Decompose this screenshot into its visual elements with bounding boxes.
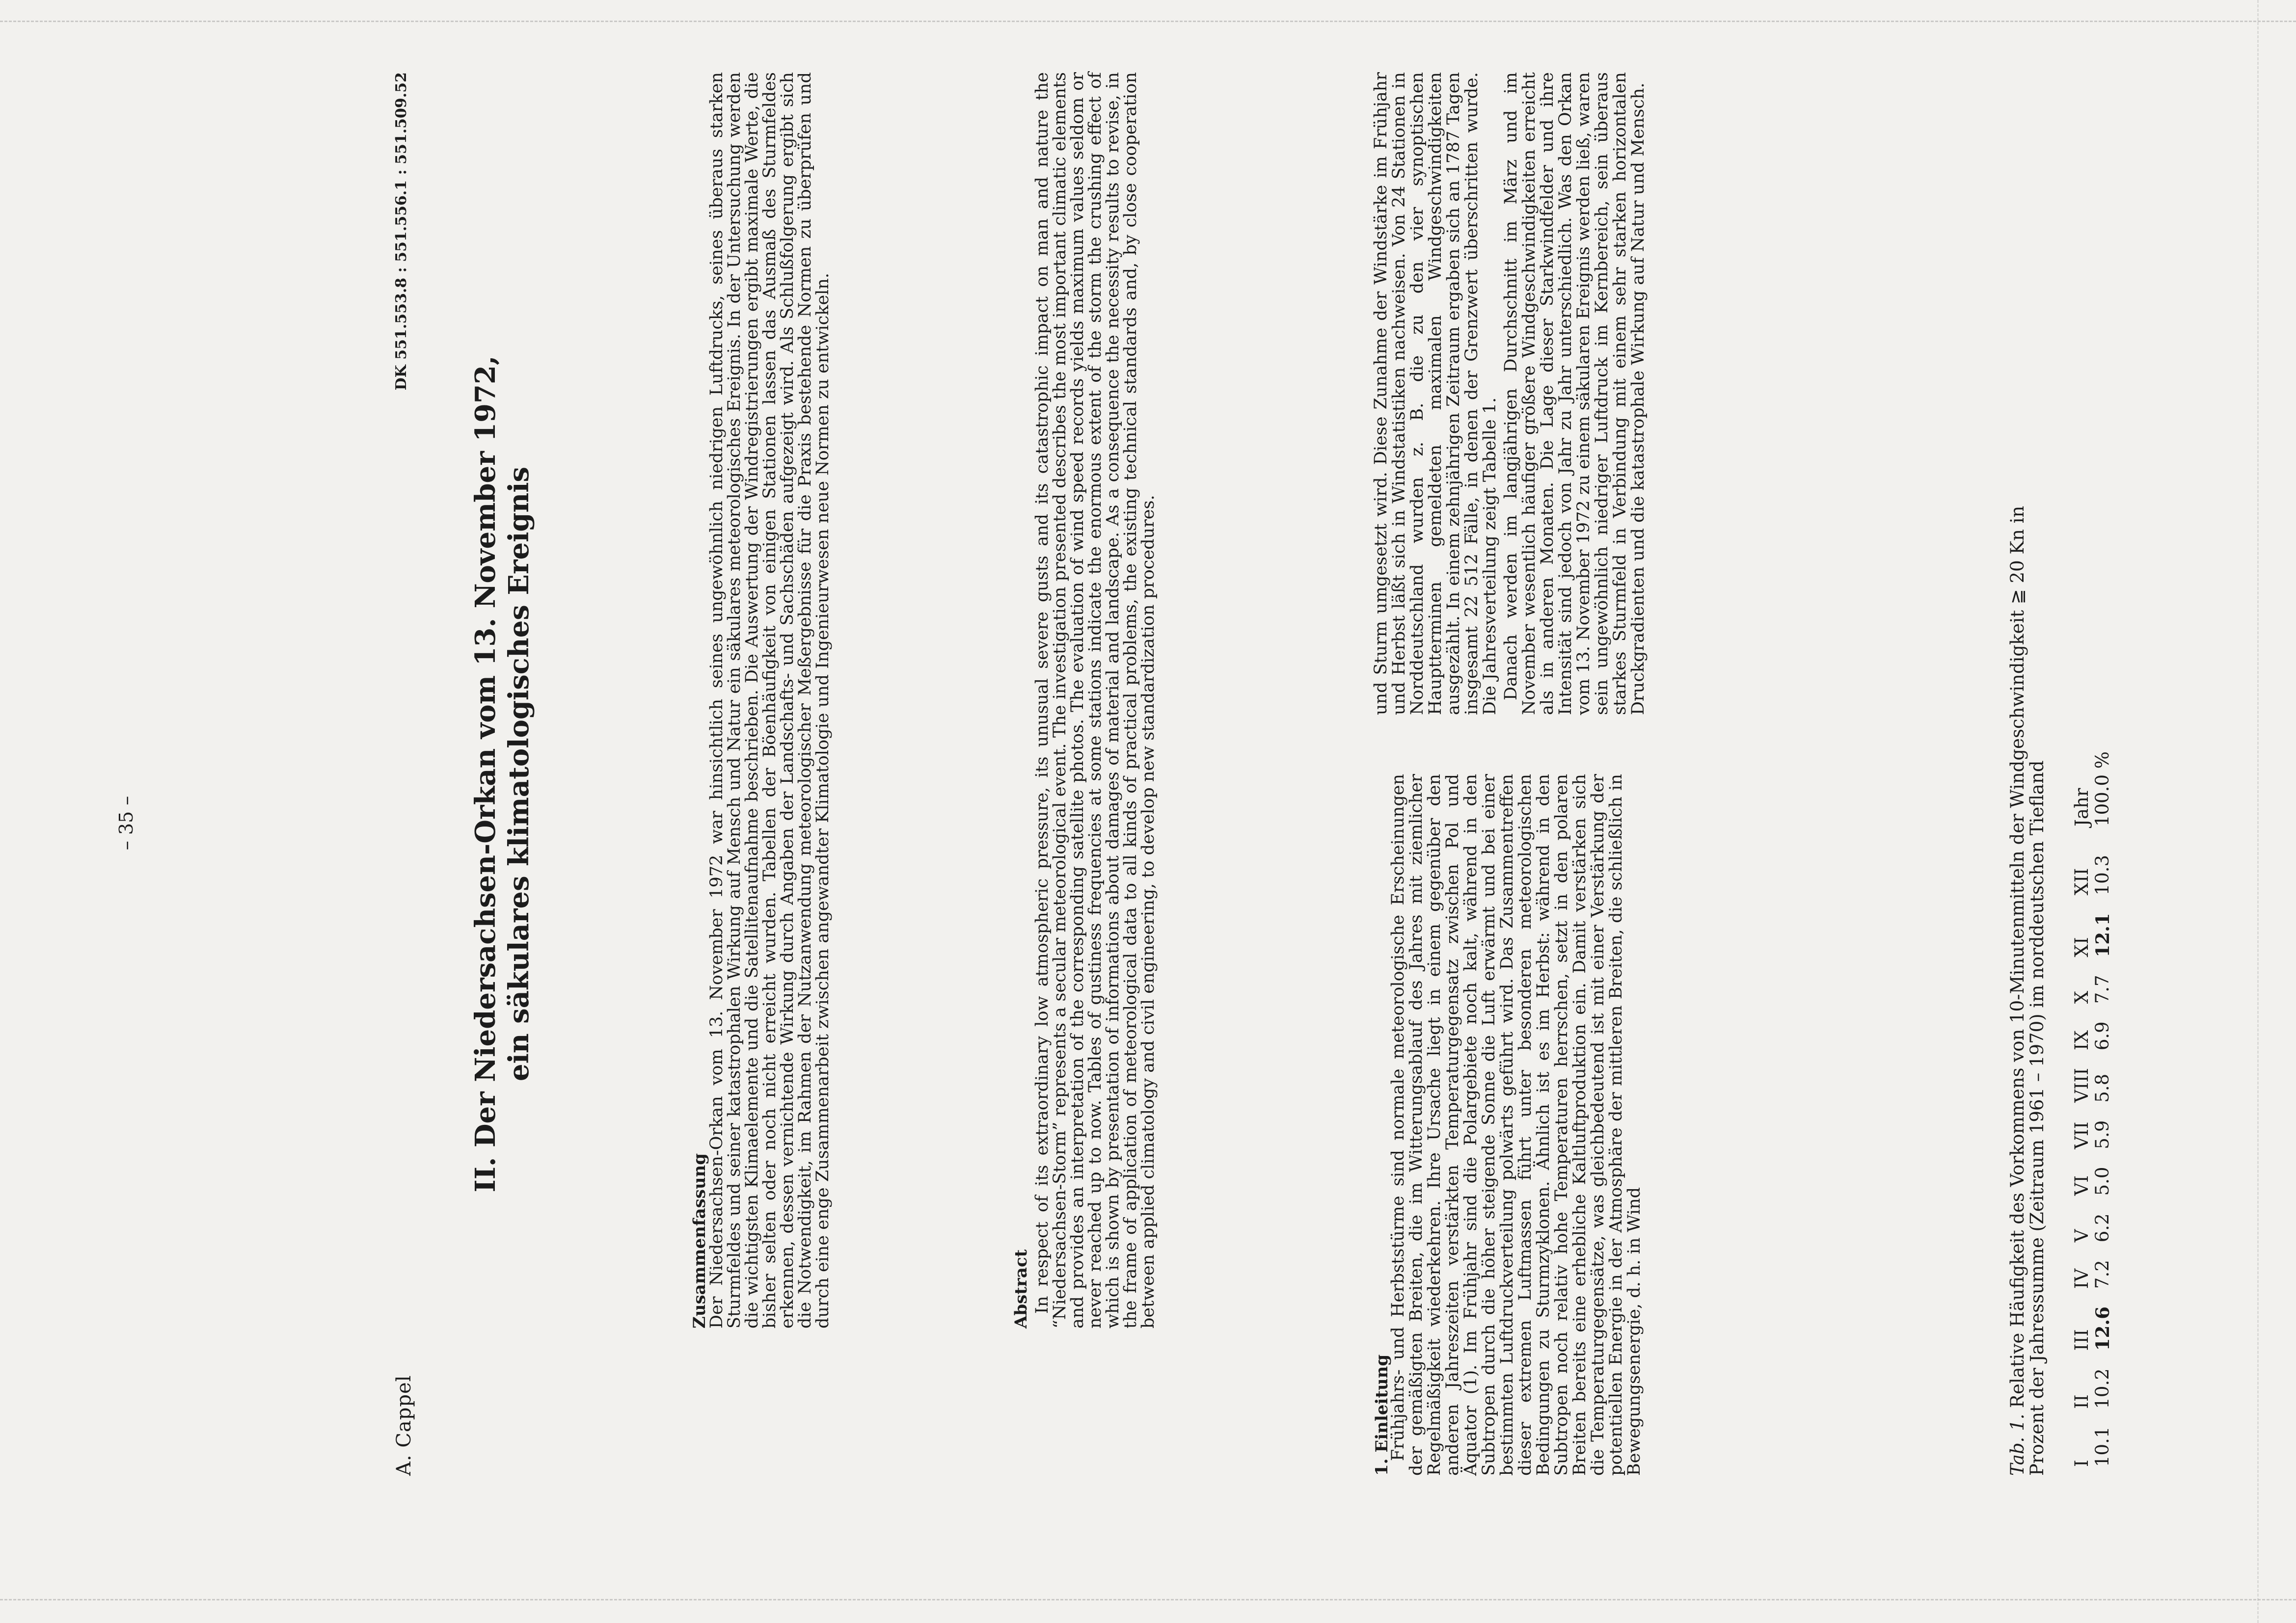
table-cell: 10.1: [2092, 1426, 2113, 1467]
table-cell: 10.3: [2092, 854, 2113, 896]
table-header-cell: X: [2071, 990, 2092, 1004]
table-header-cell: VI: [2071, 1175, 2092, 1196]
table-header-cell: II: [2071, 1394, 2092, 1409]
wind-frequency-table: [2072, 743, 2113, 1476]
table-header-cell: Jahr: [2071, 788, 2092, 826]
table-header-cell: V: [2071, 1229, 2092, 1243]
table-cell: 7.2: [2092, 1260, 2113, 1289]
einleitung-heading: 1. Einleitung: [1372, 1354, 1392, 1476]
table-header-cell: I: [2071, 1460, 2092, 1467]
dk-classification: DK 551.553.8 : 551.556.1 : 551.509.52: [393, 72, 410, 391]
table-header-cell: IV: [2071, 1268, 2092, 1289]
title-line-2: ein säkulares klimatologisches Ereignis: [503, 466, 535, 1082]
einleitung-column-1: [1389, 774, 1644, 1476]
einleitung-paragraph-3: Danach werden im langjährigen Durchschnitt im März und im November wesentlich häufiger größere Windgeschwindigkeiten erreicht als in anderen Monaten. Die Lage dieser Starkwindfelder und ihre Intensität sind jedoch von Jahr zu Jahr unterschiedlich. Was den Orkan vom 13. November 1972 zu einem säkularen Ereignis werden ließ, waren sein ungewöhnlich niedriger Luftdruck im Kernbereich, sein überaus starkes Sturmfeld in Verbindung mit einem sehr starken horizontalen Druckgradienten und die katastrophale Wirkung auf Natur und Mensch.: [1501, 72, 1648, 715]
author: A. Cappel: [393, 1375, 415, 1476]
table-cell: 12.1: [2092, 913, 2113, 958]
title-line-1: II. Der Niedersachsen-Orkan vom 13. November 1972,: [469, 355, 502, 1193]
table-cell: 10.2: [2092, 1368, 2113, 1409]
table-cell: 12.6: [2092, 1306, 2113, 1351]
table-cell: 5.9: [2092, 1120, 2113, 1149]
table-header-row: [2072, 743, 2092, 1476]
table-caption: [2008, 200, 2047, 1476]
table-caption-label: Tab. 1.: [2007, 1413, 2028, 1476]
zusammenfassung-heading: Zusammenfassung: [690, 1153, 709, 1329]
table-cell: 6.9: [2092, 1021, 2113, 1051]
abstract-paragraph: In respect of its extraordinary low atmospheric pressure, its unusual severe gusts and its catastrophic impact on man and nature the “Niedersachsen-Storm” represents a secular meteorological event. The investigation presented describes the most important climatic elements and provides an interpretation of the corresponding satellite photos. The evaluation of wind speed records yields maximum values seldom or never reached up to now. Tables of gustiness frequencies at some stations indicate the enormous extent of the storm the crushing effect of which is shown by presentation of informations about damages of material and landscape. As a consequence the necessity results to revise, in the frame of application of meteorological data to all kinds of practical problems, the existing technical standards and, by close cooperation between applied climatology and civil engineering, to develop new standardization procedures.: [1032, 72, 1158, 1329]
table-cell: 7.7: [2092, 975, 2113, 1004]
table-value-row: [2092, 743, 2113, 1476]
table-header-cell: III: [2071, 1329, 2092, 1351]
table-header-cell: XII: [2071, 868, 2092, 896]
table-header-cell: VII: [2071, 1121, 2092, 1149]
abstract-heading: Abstract: [1011, 1249, 1031, 1329]
table-cell: 100.0 %: [2092, 751, 2113, 826]
table-header-cell: XI: [2071, 937, 2092, 958]
table-cell: 5.8: [2092, 1073, 2113, 1103]
table-cell: 5.0: [2092, 1167, 2113, 1196]
einleitung-column-2: [1372, 72, 1648, 715]
table-cell: 6.2: [2092, 1213, 2113, 1243]
abstract-text: [1033, 72, 1157, 1329]
table-caption-line-2: Prozent der Jahressumme (Zeitraum 1961 – 1970) im norddeutschen Tiefland: [2026, 760, 2048, 1476]
zusammenfassung-text: Der Niedersachsen-Orkan vom 13. November 1972 war hinsichtlich seines ungewöhnlich niedrigen Luftdrucks, seines überaus starken Sturmfeldes und seiner katastrophalen Wirkung auf Mensch und Natur ein säkulares meteorologisches Ereignis. In der Untersuchung werden die wichtigsten Klimaelemente und die Satellitenaufnahme beschrieben. Die Auswertung der Windregistrierungen ergibt maximale Werte, die bisher selten oder noch nicht erreicht wurden. Tabellen der Böenhäufigkeit von einigen Stationen lassen das Ausmaß des Sturmfeldes erkennen, dessen vernichtende Wirkung durch Angaben der Landschafts- und Sachschäden aufgezeigt wird. Als Schlußfolgerung ergibt sich die Notwendigkeit, im Rahmen der Nutzanwendung meteorologischer Meßergebnisse für die Praxis bestehende Normen zu überprüfen und durch eine enge Zusammenarbeit zwischen angewandter Klimatologie und Ingenieurwesen neue Normen zu entwickeln.: [707, 72, 833, 1329]
page-number: – 35 –: [115, 796, 137, 851]
einleitung-paragraph-1: Frühjahrs- und Herbststürme sind normale meteorologische Erscheinungen der gemäßigten Breiten, die im Witterungsablauf des Jahres mit ziemlicher Regelmäßigkeit wiederkehren. Ihre Ursache liegt in einem gegenüber den anderen Jahreszeiten verstärkten Temperaturgegensatz zwischen Pol und Äquator (1). Im Frühjahr sind die Polargebiete noch kalt, während in den Subtropen durch die höher steigende Sonne die Luft erwärmt und bei einer bestimmten Luftdruckverteilung polwärts geführt wird. Das Zusammentreffen dieser extremen Luftmassen führt unter besonderen meteorologischen Bedingungen zu Sturmzyklonen. Ähnlich ist es im Herbst: während in den Subtropen noch relativ hohe Temperaturen herrschen, setzt in den polaren Breiten bereits eine erhebliche Kaltluftproduktion ein. Damit verstärken sich die Temperaturgegensätze, was gleichbedeutend ist mit einer Verstärkung der potentiellen Energie in der Atmosphäre der mittleren Breiten, die schließlich in Bewegungsenergie, d. h. in Wind: [1388, 774, 1644, 1476]
table-caption-line-1: Relative Häufigkeit des Vorkommens von 10-Minutenmitteln der Windgeschwindigkeit ≧ 20 Kn in: [2007, 506, 2028, 1408]
table-header-cell: IX: [2071, 1030, 2092, 1051]
table-header-cell: VIII: [2071, 1068, 2092, 1103]
einleitung-paragraph-2: und Sturm umgesetzt wird. Diese Zunahme der Windstärke im Frühjahr und Herbst läßt sich in Windstatistiken nachweisen. Von 24 Stationen in Norddeutschland wurden z. B. die zu den vier synoptischen Hauptterminen gemeldeten maximalen Windgeschwindigkeiten ausgezählt. In einem zehnjährigen Zeitraum ergaben sich an 1787 Tagen insgesamt 22 512 Fälle, in denen der Grenzwert überschritten wurde. Die Jahresverteilung zeigt Tabelle 1.: [1371, 72, 1500, 715]
article-title: [469, 72, 536, 1476]
